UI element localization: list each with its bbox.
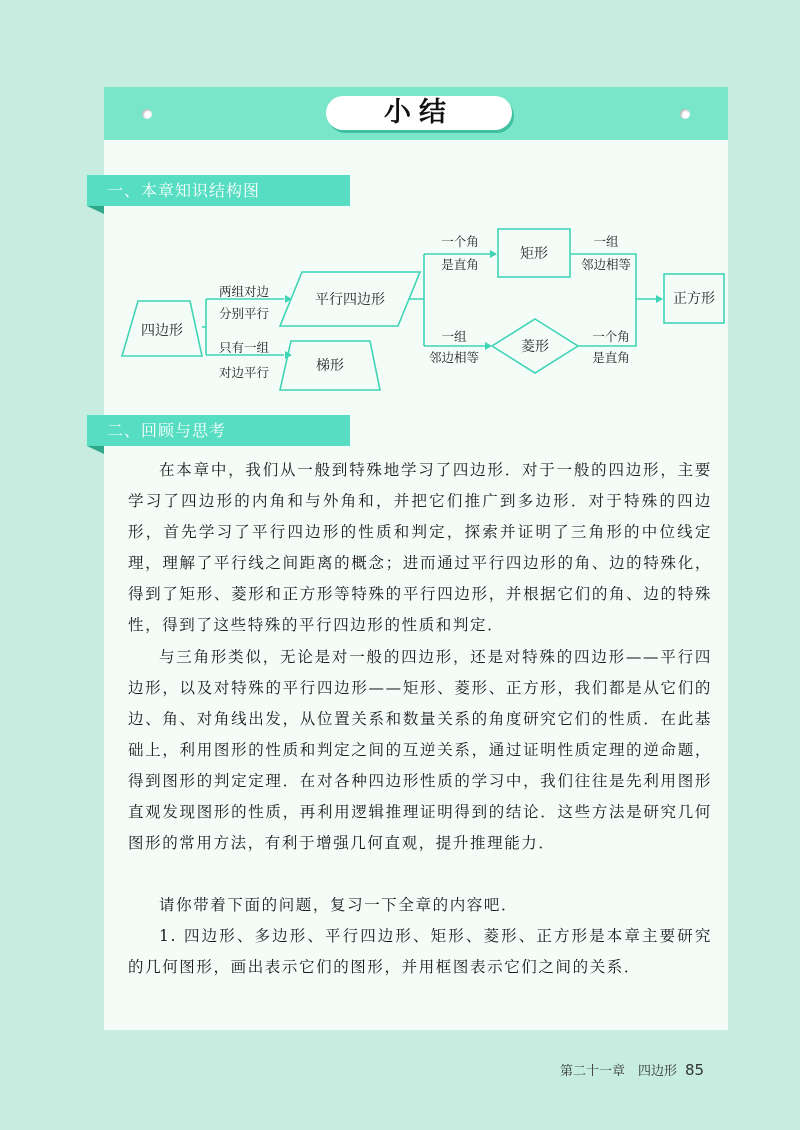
edge-para-branch xyxy=(409,254,424,346)
edge-label-rhombus-2: 邻边相等 xyxy=(428,350,480,365)
arrow-to-rhombus xyxy=(485,342,492,350)
label-parallelogram: 平行四边形 xyxy=(315,292,385,308)
edge-label-rectangle-2: 是直角 xyxy=(441,257,479,272)
edge-label-trapezoid-2: 对边平行 xyxy=(218,365,270,380)
page-footer xyxy=(560,1060,704,1079)
arrow-to-rectangle xyxy=(490,250,497,258)
section-heading-review xyxy=(87,415,350,446)
label-square: 正方形 xyxy=(673,291,715,307)
label-quadrilateral: 四边形 xyxy=(141,323,183,339)
section-heading-structure-text: 一、本章知识结构图 xyxy=(107,181,261,200)
edge-label-rectangle-1: 一个角 xyxy=(441,234,479,249)
arrow-to-square xyxy=(656,295,663,303)
page-title: 小结 xyxy=(326,96,512,130)
page-number: 85 xyxy=(685,1061,705,1079)
paragraph-2: 与三角形类似，无论是对一般的四边形，还是对特殊的四边形——平行四边形，以及对特殊的平行四边形——矩形、菱形、正方形，我们都是从它们的边、角、对角线出发，从位置关系和数量关系的角度研究它们的性质．在此基础上，利用图形的性质和判定之间的互逆关系，通过证明性质定理的逆命题，得到图形的判定定理．在对各种四边形性质的学习中，我们往往是先利用图形直观发现图形的性质，再利用逻辑推理证明得到的结论．这些方法是研究几何图形的常用方法，有利于增强几何直观，提升推理能力． xyxy=(128,648,712,852)
label-rhombus: 菱形 xyxy=(521,339,549,355)
section-heading-review-text: 二、回顾与思考 xyxy=(107,421,227,440)
edge-label-rect-square-2: 邻边相等 xyxy=(580,257,632,272)
paragraph-question-1: 1. 四边形、多边形、平行四边形、矩形、菱形、正方形是本章主要研究的几何图形，画出表示它们的图形，并用框图表示它们之间的关系． xyxy=(128,927,712,976)
edge-label-rhombus-square-2: 是直角 xyxy=(592,350,630,365)
page-card xyxy=(104,87,728,1030)
knowledge-structure-diagram xyxy=(104,87,728,407)
edge-label-trapezoid-1: 只有一组 xyxy=(218,340,270,355)
edge-label-parallelogram-1: 两组对边 xyxy=(218,284,270,299)
edge-label-rhombus-square-1: 一个角 xyxy=(592,329,630,344)
footer-chapter: 第二十一章 四边形 xyxy=(560,1064,678,1079)
ribbon-fold xyxy=(87,446,104,454)
edge-label-rect-square-1: 一组 xyxy=(593,234,619,249)
paragraph-1: 在本章中，我们从一般到特殊地学习了四边形．对于一般的四边形，主要学习了四边形的内角和与外角和，并把它们推广到多边形．对于特殊的四边形，首先学习了平行四边形的性质和判定，探索并证明了三角形的中位线定理，理解了平行线之间距离的概念；进而通过平行四边形的角、边的特殊化，得到了矩形、菱形和正方形等特殊的平行四边形，并根据它们的角、边的特殊性，得到了这些特殊的平行四边形的性质和判定． xyxy=(128,461,712,634)
label-rectangle: 矩形 xyxy=(520,246,548,262)
edge-label-rhombus-1: 一组 xyxy=(441,329,467,344)
edge-quad-branch xyxy=(202,299,206,355)
paragraph-3: 请你带着下面的问题，复习一下全章的内容吧． xyxy=(159,896,519,914)
label-trapezoid: 梯形 xyxy=(316,358,344,374)
arrow-to-parallelogram xyxy=(285,295,292,303)
edge-label-parallelogram-2: 分别平行 xyxy=(218,306,270,321)
ribbon-fold xyxy=(87,206,104,214)
